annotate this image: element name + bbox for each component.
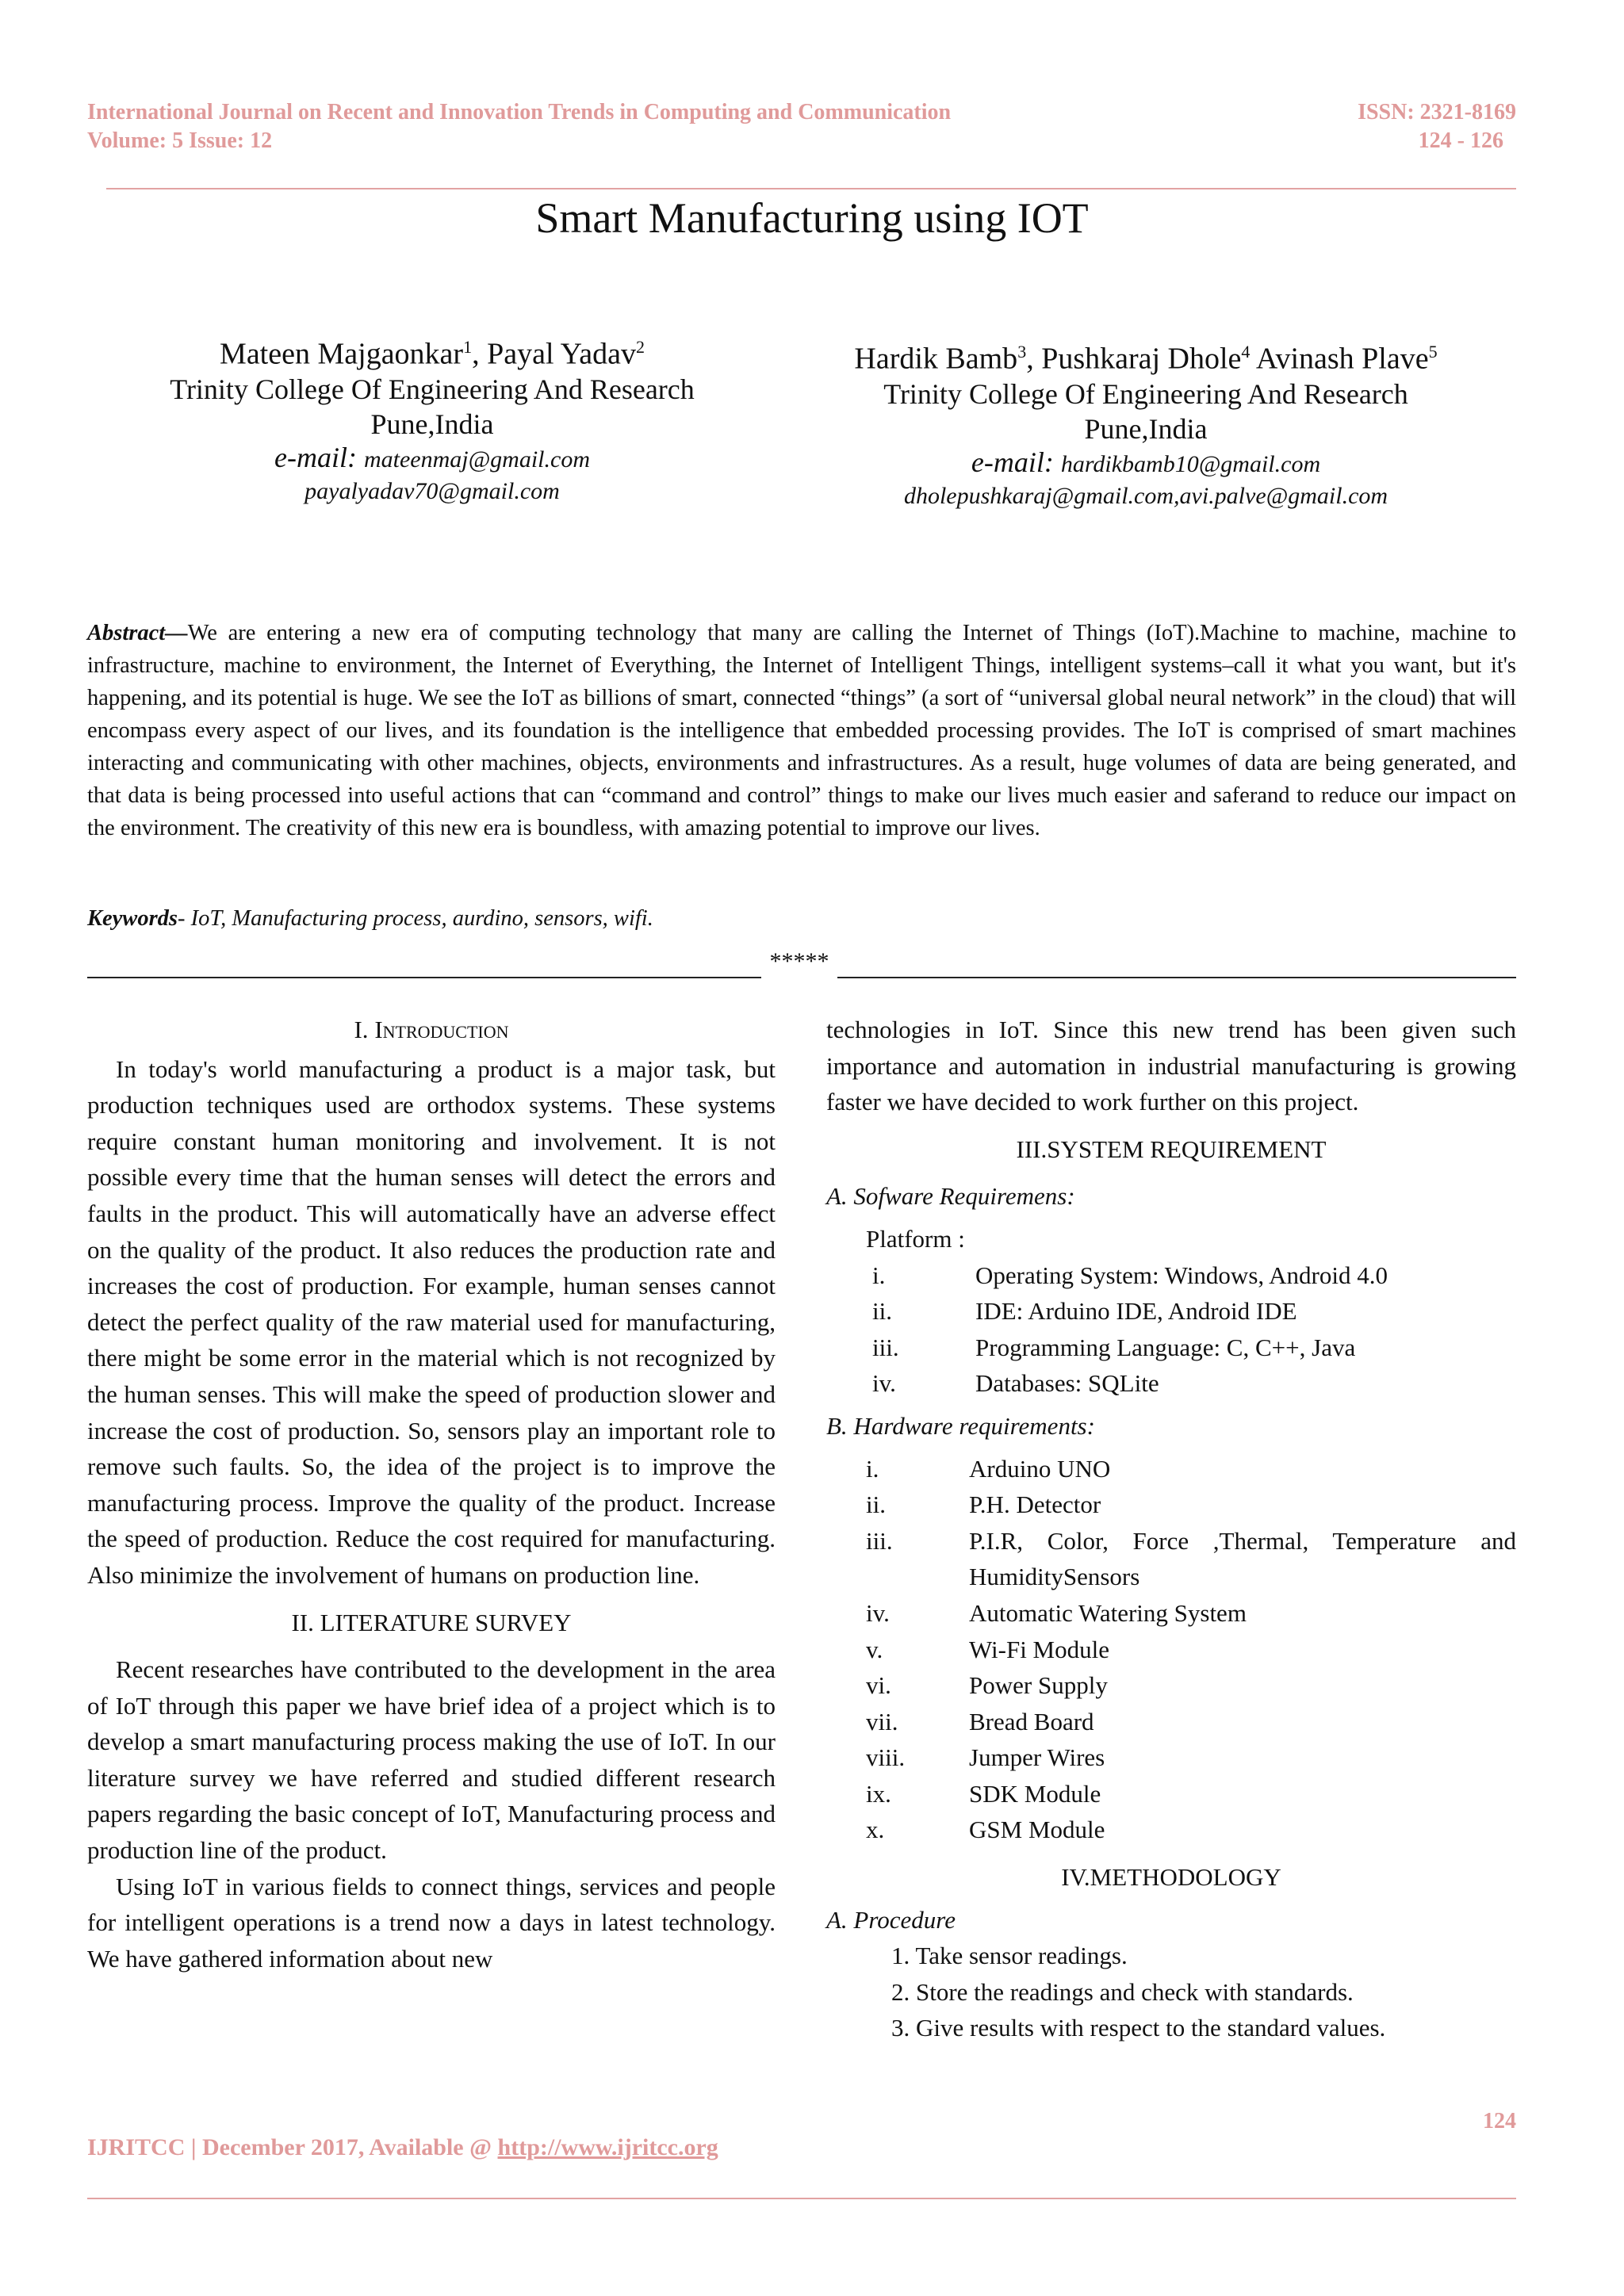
procedure-step: 2. Store the readings and check with standards. — [891, 1977, 1354, 2006]
list-number: viii. — [866, 1743, 906, 1772]
procedure-step: 3. Give results with respect to the standard values. — [891, 2014, 1386, 2042]
author-names — [829, 335, 1463, 377]
list-number: vi. — [866, 1671, 891, 1700]
author-sup: 1 — [463, 337, 473, 357]
abstract-label: Abstract— — [87, 621, 188, 645]
abstract-text: We are entering a new era of computing technology that many are calling the Internet of Things (IoT).Machine to machine, machine to infrastructure, machine to environment, the Internet of Everything, the Internet of Intelligent Things, intelligent systems–call it what you want, but it's happening, and its potential is huge. We see the IoT as billions of smart, connected “things” (a sort of “universal global neural network” in the cloud) that will encompass every aspect of our lives, and its foundation is the intelligence that embedded processing provides. The IoT is comprised of smart machines interacting and communicating with other machines, objects, environments and infrastructures. As a result, huge volumes of data are being generated, and that data is being processed into useful actions that can “command and control” things to make our lives much easier and saferand to reduce our impact on the environment. The creativity of this new era is boundless, with amazing potential to improve our lives. — [87, 621, 1516, 840]
literature-paragraph-continued: technologies in IoT. Since this new trend has been given such importance and automation in industrial manufacturing is growing faster we have decided to work further on this project. — [826, 1016, 1516, 1116]
list-text: Databases: SQLite — [975, 1369, 1159, 1398]
section-title: Introduction — [374, 1016, 509, 1043]
procedure-steps — [826, 1938, 1516, 2046]
list-number: iv. — [872, 1369, 896, 1398]
page-number: 124 — [1483, 2109, 1516, 2133]
section-heading-system: III.SYSTEM REQUIREMENT — [1016, 1135, 1327, 1163]
list-number: ix. — [866, 1779, 891, 1808]
list-item — [826, 1595, 1516, 1632]
page-range: 124 - 126 — [1418, 128, 1503, 153]
procedure-heading: A. Procedure — [826, 1905, 956, 1934]
author-sep: , — [472, 337, 488, 371]
section-heading-literature: II. LITERATURE SURVEY — [291, 1608, 572, 1636]
author-sep — [1250, 342, 1255, 376]
list-number: iii. — [866, 1526, 893, 1555]
list-item — [826, 1330, 1388, 1366]
list-item — [826, 1704, 1516, 1740]
list-number: iii. — [872, 1333, 899, 1361]
author-name: Hardik Bamb — [854, 342, 1018, 376]
email-line — [829, 446, 1463, 480]
affiliation: Trinity College Of Engineering And Research — [883, 377, 1408, 410]
platform-label: Platform : — [866, 1224, 965, 1253]
hardware-heading: B. Hardware requirements: — [826, 1411, 1095, 1440]
author-sup: 4 — [1241, 342, 1251, 362]
procedure-step: 1. Take sensor readings. — [891, 1942, 1128, 1970]
list-number: i. — [866, 1454, 879, 1483]
email[interactable]: payalyadav70@gmail.com — [304, 477, 560, 504]
list-item — [826, 1739, 1516, 1776]
list-item — [826, 1365, 1388, 1402]
email-label: e-mail: — [274, 441, 364, 473]
author-name: Mateen Majgaonkar — [220, 337, 464, 371]
author-name: Payal Yadav — [487, 337, 636, 371]
separator-rule-right — [837, 977, 1516, 978]
list-item — [826, 1451, 1516, 1487]
list-text: Arduino UNO — [969, 1454, 1111, 1483]
hardware-list — [826, 1451, 1516, 1849]
list-number: iv. — [866, 1598, 890, 1627]
list-text: P.H. Detector — [969, 1490, 1101, 1519]
software-list — [826, 1257, 1388, 1402]
list-text: Automatic Watering System — [969, 1598, 1247, 1627]
email[interactable]: dholepushkaraj@gmail.com,avi.palve@gmail.com — [903, 482, 1388, 509]
abstract — [87, 617, 1516, 844]
list-text: Power Supply — [969, 1671, 1108, 1700]
keywords — [87, 902, 1516, 935]
list-item — [826, 1667, 1516, 1704]
list-text: P.I.R, Color, Force ,Thermal, Temperature and HumiditySensors — [969, 1526, 1516, 1591]
list-text: IDE: Arduino IDE, Android IDE — [975, 1297, 1297, 1326]
right-column — [826, 1012, 1516, 2046]
affiliation: Trinity College Of Engineering And Research — [170, 373, 695, 405]
intro-paragraph: In today's world manufacturing a product is a major task, but production techniques used are orthodox systems. These systems require constant human monitoring and involvement. It is not possible every time that the human senses will detect the errors and faults in the product. This will automatically have an adverse effect on the quality of the product. It also reduces the production rate and increases the cost of production. For example, human senses cannot detect the perfect quality of the raw material used for manufacturing, there might be some error in the material which is not recognized by the human senses. This will make the speed of production slower and increase the cost of production. So, sensors play an important role to remove such faults. So, the idea of the project is to improve the manufacturing process. Improve the quality of the product. Increase the speed of production. Reduce the cost required for manufacturing. Also minimize the involvement of humans on production line. — [87, 1054, 776, 1589]
footer-rule — [87, 2198, 1516, 2199]
location: Pune,India — [1084, 412, 1208, 445]
list-number: ii. — [866, 1490, 886, 1519]
header-rule — [106, 188, 1516, 189]
list-item — [826, 1812, 1516, 1848]
email[interactable]: hardikbamb10@gmail.com — [1060, 450, 1321, 477]
author-sup: 3 — [1017, 342, 1027, 362]
author-names — [115, 330, 749, 372]
separator-rule-left — [87, 977, 761, 978]
volume-issue: Volume: 5 Issue: 12 — [87, 128, 273, 153]
list-text: Programming Language: C, C++, Java — [975, 1333, 1356, 1361]
keywords-label: Keywords — [87, 906, 178, 931]
list-text: Operating System: Windows, Android 4.0 — [975, 1261, 1388, 1289]
left-column — [87, 1012, 776, 1976]
email-line — [115, 442, 749, 476]
list-item — [826, 1257, 1388, 1294]
footer-link[interactable]: http://www.ijritcc.org — [497, 2134, 718, 2160]
keywords-text: - IoT, Manufacturing process, aurdino, sensors, wifi. — [178, 906, 653, 931]
list-item — [826, 1523, 1516, 1595]
literature-paragraph: Recent researches have contributed to the development in the area of IoT through this paper we have brief idea of a project which is to develop a smart manufacturing process making the use of IoT. In our literature survey we have referred and studied different research papers regarding the basic concept of IoT, Manufacturing process and production line of the product. — [87, 1655, 776, 1865]
author-sup: 2 — [635, 337, 645, 357]
list-item — [826, 1487, 1516, 1523]
list-text: Wi-Fi Module — [969, 1635, 1109, 1663]
email-label: e-mail: — [971, 446, 1061, 478]
list-number: v. — [866, 1635, 883, 1663]
list-text: SDK Module — [969, 1779, 1101, 1808]
list-item — [826, 1632, 1516, 1668]
list-item — [826, 1293, 1388, 1330]
author-name: Avinash Plave — [1255, 342, 1429, 376]
separator-stars: ***** — [769, 948, 829, 974]
author-sep: , — [1026, 342, 1042, 376]
literature-paragraph: Using IoT in various fields to connect things, services and people for intelligent operations is a trend now a days in latest technology. We have gathered information about new — [87, 1872, 776, 1973]
author-sup: 5 — [1428, 342, 1438, 362]
authors-right — [829, 335, 1463, 512]
footer — [87, 2134, 718, 2161]
list-text: Bread Board — [969, 1707, 1094, 1735]
author-name: Pushkaraj Dhole — [1041, 342, 1242, 376]
list-number: ii. — [872, 1297, 892, 1326]
section-number: I. — [354, 1016, 375, 1043]
journal-name: International Journal on Recent and Innovation Trends in Computing and Communication — [87, 100, 952, 124]
list-number: x. — [866, 1816, 885, 1844]
list-item — [826, 1776, 1516, 1812]
email[interactable]: mateenmaj@gmail.com — [363, 446, 590, 473]
footer-text: IJRITCC | December 2017, Available @ — [87, 2134, 498, 2160]
section-heading-methodology: IV.METHODOLOGY — [1061, 1863, 1281, 1892]
list-number: vii. — [866, 1707, 898, 1735]
list-text: Jumper Wires — [969, 1743, 1105, 1772]
list-text: GSM Module — [969, 1816, 1105, 1844]
list-number: i. — [872, 1261, 886, 1289]
location: Pune,India — [370, 408, 494, 440]
paper-title: Smart Manufacturing using IOT — [535, 194, 1089, 242]
section-heading-introduction — [87, 1012, 776, 1048]
software-heading: A. Sofware Requiremens: — [826, 1182, 1075, 1211]
authors-left — [115, 330, 749, 507]
issn: ISSN: 2321-8169 — [1358, 100, 1516, 124]
